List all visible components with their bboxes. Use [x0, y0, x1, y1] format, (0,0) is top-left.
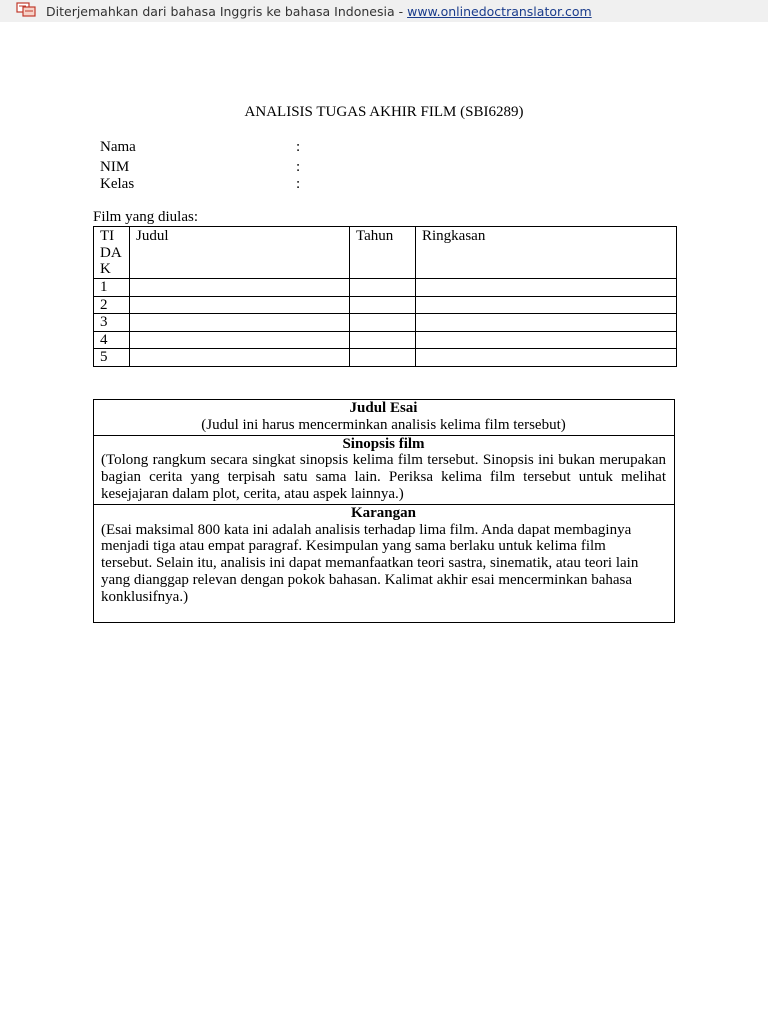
table-row — [94, 314, 677, 332]
row-number: 3 — [94, 314, 130, 332]
table-row — [94, 296, 677, 314]
essay-line: menjadi tiga atau empat paragraf. Kesimpulan yang sama berlaku untuk kelima film — [101, 538, 606, 555]
header-tahun: Tahun — [350, 227, 416, 279]
cell-tahun — [350, 314, 416, 332]
essay-table — [93, 399, 675, 623]
cell-tahun — [350, 296, 416, 314]
cell-ringkasan — [416, 314, 677, 332]
essay-title-heading: Judul Esai — [349, 400, 418, 416]
table-row — [94, 279, 677, 297]
essay-heading: Karangan — [350, 504, 416, 521]
banner-link[interactable]: www.onlinedoctranslator.com — [407, 4, 592, 19]
essay-title-row — [94, 400, 675, 436]
row-number: 4 — [94, 331, 130, 349]
cell-judul — [130, 279, 350, 297]
field-colon-nim: : — [296, 159, 301, 175]
header-judul: Judul — [130, 227, 350, 279]
table-row — [94, 349, 677, 367]
cell-judul — [130, 331, 350, 349]
cell-judul — [130, 349, 350, 367]
field-label-nama: Nama — [100, 139, 136, 155]
cell-ringkasan — [416, 349, 677, 367]
essay-row — [94, 504, 675, 622]
essay-line: konklusifnya.) — [101, 588, 189, 605]
synopsis-row — [94, 435, 675, 504]
films-table — [93, 226, 677, 367]
header-ringkasan: Ringkasan — [416, 227, 677, 279]
cell-tahun — [350, 349, 416, 367]
document-title: ANALISIS TUGAS AKHIR FILM (SBI6289) — [244, 104, 524, 120]
cell-tahun — [350, 331, 416, 349]
row-number: 5 — [94, 349, 130, 367]
essay-title-note: (Judul ini harus mencerminkan analisis kelima film tersebut) — [201, 416, 566, 433]
table-row — [94, 331, 677, 349]
films-label: Film yang diulas: — [93, 209, 198, 225]
synopsis-text: (Tolong rangkum secara singkat sinopsis kelima film tersebut. Sinopsis ini bukan merupakan bagian cerita yang terpisah satu sama lain. Periksa kelima film tersebut untuk melihat kesejajaran dalam plot, cerita, atau aspek lainnya.) — [101, 452, 666, 502]
field-label-kelas: Kelas — [100, 176, 135, 192]
essay-line: (Esai maksimal 800 kata ini adalah analisis terhadap lima film. Anda dapat membaginya — [101, 521, 632, 538]
cell-ringkasan — [416, 296, 677, 314]
field-colon-nama: : — [296, 139, 301, 155]
essay-line: tersebut. Selain itu, analisis ini dapat memanfaatkan teori sastra, sinematik, atau teori lain — [101, 555, 639, 572]
cell-tahun — [350, 279, 416, 297]
cell-judul — [130, 314, 350, 332]
translator-logo-icon — [16, 2, 36, 18]
row-number: 1 — [94, 279, 130, 297]
essay-line: yang dianggap relevan dengan pokok bahasan. Kalimat akhir esai mencerminkan bahasa — [101, 571, 633, 588]
field-colon-kelas: : — [296, 176, 301, 192]
synopsis-cell — [94, 435, 675, 504]
essay-cell — [94, 504, 675, 622]
films-table-header-row — [94, 227, 677, 279]
essay-title-cell — [94, 400, 675, 436]
header-tidak: TI DA K — [94, 227, 130, 279]
translator-banner — [0, 0, 768, 22]
row-number: 2 — [94, 296, 130, 314]
banner-text: Diterjemahkan dari bahasa Inggris ke bahasa Indonesia - — [46, 4, 408, 19]
cell-ringkasan — [416, 331, 677, 349]
cell-judul — [130, 296, 350, 314]
synopsis-heading: Sinopsis film — [342, 435, 425, 452]
cell-ringkasan — [416, 279, 677, 297]
field-label-nim: NIM — [100, 159, 130, 175]
